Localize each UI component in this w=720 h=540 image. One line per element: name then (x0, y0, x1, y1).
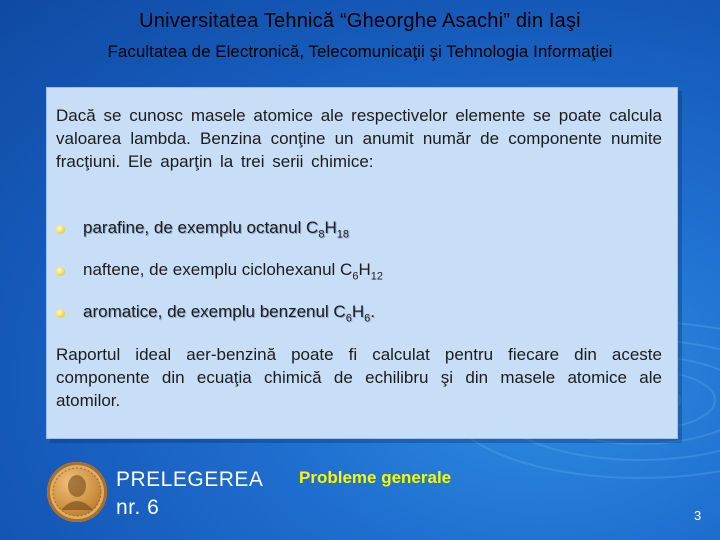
faculty-title: Facultatea de Electronică, Telecomunicaţii şi Tehnologia Informaţiei (107, 42, 613, 61)
page-number: 3 (694, 508, 702, 523)
bullet-text: naftene, de exemplu ciclohexanul $C_6H_{12}$ (83, 259, 383, 283)
university-title: Universitatea Tehnică “Gheorghe Asachi” din Iaşi (139, 10, 581, 32)
bullet-item-paraffins (56, 216, 349, 242)
portrait-medal-graphic (47, 462, 107, 522)
bullet-dot-icon (56, 225, 65, 234)
lecture-title: PRELEGEREA (116, 468, 264, 491)
lecture-label (116, 466, 263, 522)
bullet-item-aromatics (56, 300, 375, 326)
topic-label: Probleme generale (299, 468, 452, 487)
portrait-medal-icon (47, 462, 107, 522)
bullet-dot-icon (56, 309, 65, 318)
outro-paragraph: Raportul ideal aer-benzină poate fi calculat pentru fiecare din aceste componente din ecuaţia chimică de echilibru şi din masele atomice ale atomilor. (56, 345, 662, 410)
lecture-number: nr. 6 (116, 496, 160, 519)
bullet-text: parafine, de exemplu octanul $C_8H_{18}$ (83, 217, 349, 241)
bullet-item-naphthenes (56, 258, 383, 284)
intro-paragraph: Dacă se cunosc masele atomice ale respectivelor elemente se poate calcula valoarea lambda. Benzina conţine un anumit număr de componente numite fracţiuni. Ele aparţin la trei serii chimice: (56, 106, 662, 171)
bullet-text: aromatice, de exemplu benzenul $C_6H_6$. (83, 301, 375, 325)
bullet-dot-icon (56, 267, 65, 276)
